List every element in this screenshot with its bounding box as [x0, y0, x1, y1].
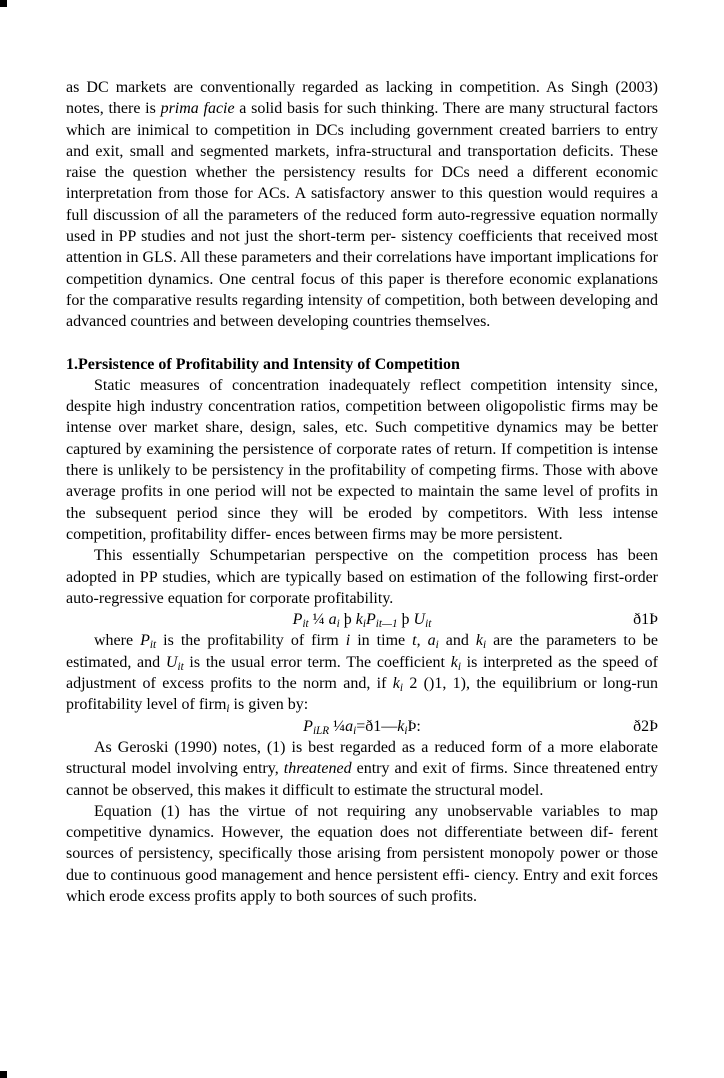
paragraph-where-definition: where $P_{it}$ is the profitability of firm i in time t, $a_i$ and $k_i$ are the parameters to be estimated, and $U_{it}$ is the usual error term. The coefficient $k_i$ is interpreted as the speed of adjustment of excess profits to the norm and, if $k_i$ 2 ()1, 1), the equilibrium or long-run profitability level of firm$_i$ is given by:: [66, 632, 658, 716]
scan-artifact-bottom-left: [0, 1071, 7, 1078]
equation-2: [66, 716, 658, 737]
paragraph-geroski: As Geroski (1990) notes, (1) is best regarded as a reduced form of a more elaborate structural model involving entry, threatened entry and exit of firms. Since threatened entry cannot be observed, this makes it difficult to estimate the structural model.: [66, 738, 658, 799]
scan-artifact-top-left: [0, 0, 7, 7]
paragraph-intro: as DC markets are conventionally regarded as lacking in competition. As Singh (2003) notes, there is prima facie a solid basis for such thinking. There are many structural factors which are inimical to competition in DCs including government created barriers to entry and exit, small and segmented markets, infra-structural and transportation deficits. These raise the question whether the persistency results for DCs need a different economic interpretation from those for ACs. A satisfactory answer to this question would requires a full discussion of all the parameters of the reduced form auto-regressive equation normally used in PP studies and not just the short-term per- sistency coefficients that received most attention in GLS. All these parameters and their correlations have important implications for competition dynamics. One central focus of this paper is therefore economic explanations for the comparative results regarding intensity of competition, both between developing and advanced countries and between developing countries themselves.: [66, 79, 658, 331]
paragraph-equation-virtue: Equation (1) has the virtue of not requiring any unobservable variables to map competitive dynamics. However, the equation does not differentiate between dif- ferent sources of persistency, specifically those arising from persistent monopoly power or those due to continuous good management and hence persistent effi- ciency. Entry and exit forces which erode excess profits apply to both sources of such profits.: [66, 802, 658, 905]
equation-2-number: ð2Þ: [633, 717, 658, 735]
equation-1-number: ð1Þ: [633, 611, 658, 629]
equation-1-body: $P_{it}$ ¼ $a_i$ þ $k_iP_{it—1}$ þ $U_{it}$: [292, 611, 432, 630]
paragraph-static-measures: Static measures of concentration inadequately reflect competition intensity since, despite high industry concentration ratios, competition between oligopolistic firms may be intense over market share, design, sales, etc. Such competitive dynamics may be better captured by examining the persistence of corporate rates of return. If competition is intense there is unlikely to be persistency in the profitability of competing firms. Those with above average profits in one period will not be expected to maintain the same level of profits in the subsequent period since they will be eroded by competitors. With less intense competition, profitability differ- ences between firms may be more persistent.: [66, 376, 658, 543]
paragraph-schumpetarian: This essentially Schumpetarian perspective on the competition process has been adopted in PP studies, which are typically based on estimation of the following first-order auto-regressive equation for corporate profitability.: [66, 547, 658, 607]
equation-2-body: $P_{iLR}$ $\frac{1}{4}a_i=ð1—k_iÞ$:: [303, 717, 421, 737]
section-heading: 1.Persistence of Profitability and Intensity of Competition: [66, 355, 460, 373]
equation-1: [66, 609, 658, 630]
